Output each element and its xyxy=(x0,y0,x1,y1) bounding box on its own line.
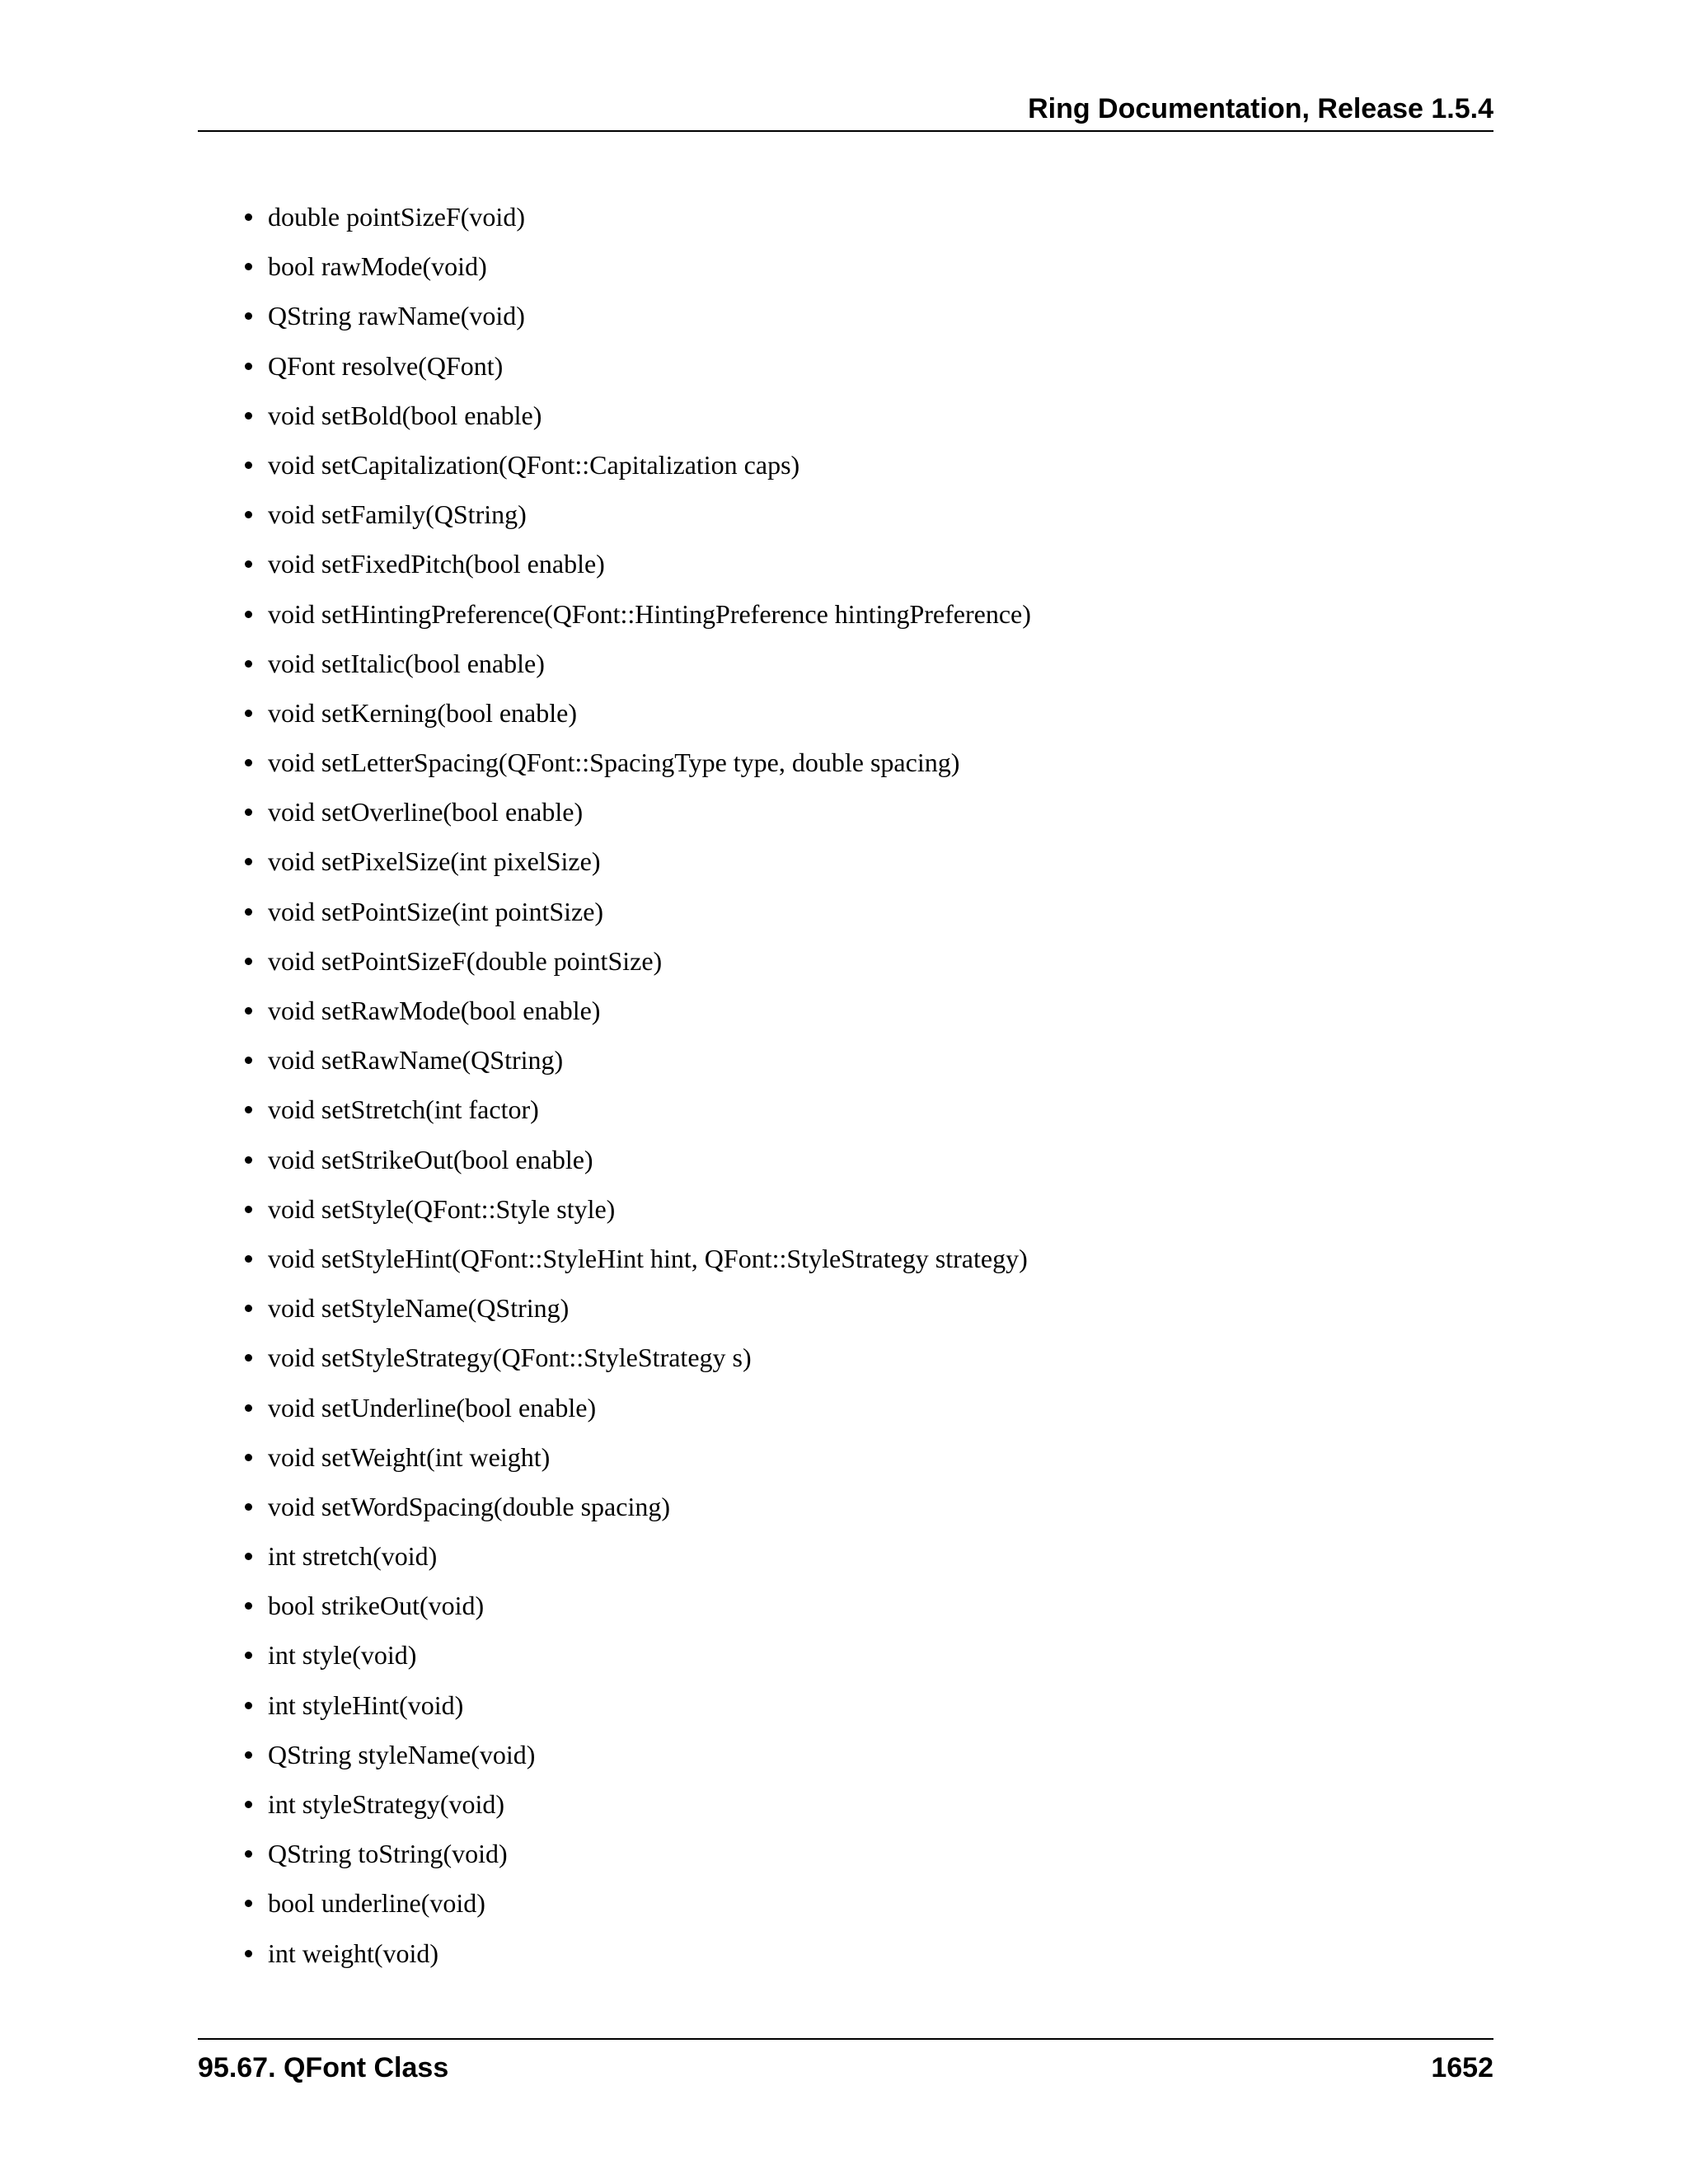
method-signature: int styleHint(void) xyxy=(268,1690,464,1720)
method-signature: QString rawName(void) xyxy=(268,301,525,331)
method-signature: void setWordSpacing(double spacing) xyxy=(268,1491,670,1521)
bullet-icon xyxy=(245,1007,252,1015)
list-item xyxy=(241,1734,1031,1783)
bullet-icon xyxy=(245,1702,252,1709)
bullet-icon xyxy=(245,908,252,916)
bullet-icon xyxy=(245,1404,252,1412)
list-item xyxy=(241,1089,1031,1138)
bullet-icon xyxy=(245,1652,252,1659)
bullet-icon xyxy=(245,1602,252,1610)
section-title: 95.67. QFont Class xyxy=(198,2052,449,2083)
method-signature: void setRawMode(bool enable) xyxy=(268,996,601,1025)
method-signature: int styleStrategy(void) xyxy=(268,1789,505,1819)
method-signature: void setCapitalization(QFont::Capitalization caps) xyxy=(268,449,800,480)
method-signature: void setPointSizeF(double pointSize) xyxy=(268,945,663,976)
method-signature: void setOverline(bool enable) xyxy=(268,797,584,827)
list-item xyxy=(241,1188,1031,1238)
bullet-icon xyxy=(245,1057,252,1064)
method-signature: void setBold(bool enable) xyxy=(268,400,542,430)
list-item xyxy=(241,841,1031,890)
bullet-icon xyxy=(245,808,252,816)
bullet-icon xyxy=(245,1454,252,1461)
list-item xyxy=(241,1387,1031,1436)
list-item xyxy=(241,1139,1031,1188)
list-item xyxy=(241,1685,1031,1734)
bullet-icon xyxy=(245,759,252,766)
list-item xyxy=(241,246,1031,295)
method-signature: void setStrikeOut(bool enable) xyxy=(268,1144,593,1174)
bullet-icon xyxy=(245,462,252,469)
list-item xyxy=(241,395,1031,444)
method-signature: QString styleName(void) xyxy=(268,1739,536,1769)
bullet-icon xyxy=(245,1950,252,1957)
list-item xyxy=(241,1436,1031,1486)
method-signature: void setHintingPreference(QFont::HintingPreference hintingPreference) xyxy=(268,598,1031,629)
list-item xyxy=(241,1486,1031,1535)
method-signature: QFont resolve(QFont) xyxy=(268,350,504,381)
method-signature: void setPointSize(int pointSize) xyxy=(268,896,604,926)
bullet-icon xyxy=(245,1503,252,1511)
bullet-icon xyxy=(245,1751,252,1759)
bullet-icon xyxy=(245,1354,252,1361)
bullet-icon xyxy=(245,511,252,518)
method-signature: bool rawMode(void) xyxy=(268,251,487,282)
bullet-icon xyxy=(245,611,252,618)
method-signature: void setUnderline(bool enable) xyxy=(268,1392,597,1422)
method-signature: void setStyleName(QString) xyxy=(268,1293,570,1324)
bullet-icon xyxy=(245,412,252,419)
bullet-icon xyxy=(245,1206,252,1213)
method-signature: void setLetterSpacing(QFont::SpacingType type, double spacing) xyxy=(268,748,960,778)
method-signature: void setStretch(int factor) xyxy=(268,1094,539,1125)
method-signature: void setRawName(QString) xyxy=(268,1045,564,1076)
method-signature: void setWeight(int weight) xyxy=(268,1441,551,1472)
document-title: Ring Documentation, Release 1.5.4 xyxy=(1028,93,1493,124)
method-signature: void setFixedPitch(bool enable) xyxy=(268,549,605,579)
method-signature: void setFamily(QString) xyxy=(268,499,527,530)
method-signature: bool strikeOut(void) xyxy=(268,1591,485,1621)
bullet-icon xyxy=(245,1305,252,1312)
bullet-icon xyxy=(245,1900,252,1907)
list-item xyxy=(241,791,1031,841)
method-signature: void setPixelSize(int pixelSize) xyxy=(268,846,601,877)
list-item xyxy=(241,940,1031,990)
method-list xyxy=(241,196,1031,1982)
list-item xyxy=(241,692,1031,742)
bullet-icon xyxy=(245,1106,252,1113)
list-item xyxy=(241,1238,1031,1287)
bullet-icon xyxy=(245,660,252,668)
list-item xyxy=(241,196,1031,246)
method-signature: int style(void) xyxy=(268,1640,417,1671)
list-item xyxy=(241,295,1031,344)
method-signature: void setStyleHint(QFont::StyleHint hint, QFont::StyleStrategy strategy) xyxy=(268,1243,1028,1273)
list-item xyxy=(241,891,1031,940)
list-item xyxy=(241,1039,1031,1089)
list-item xyxy=(241,1585,1031,1634)
bullet-icon xyxy=(245,858,252,865)
bullet-icon xyxy=(245,363,252,370)
list-item xyxy=(241,1933,1031,1982)
list-item xyxy=(241,643,1031,692)
list-item xyxy=(241,990,1031,1039)
list-item xyxy=(241,1337,1031,1386)
bullet-icon xyxy=(245,560,252,568)
bullet-icon xyxy=(245,1156,252,1164)
list-item xyxy=(241,1634,1031,1684)
list-item xyxy=(241,543,1031,593)
bullet-icon xyxy=(245,1553,252,1560)
bullet-icon xyxy=(245,1255,252,1263)
page-footer xyxy=(198,2038,1493,2089)
method-signature: void setStyle(QFont::Style style) xyxy=(268,1193,616,1224)
bullet-icon xyxy=(245,263,252,270)
method-signature: void setKerning(bool enable) xyxy=(268,697,577,728)
method-signature: bool underline(void) xyxy=(268,1888,485,1919)
page-number: 1652 xyxy=(1431,2052,1493,2083)
bullet-icon xyxy=(245,1850,252,1858)
list-item xyxy=(241,494,1031,543)
method-signature: double pointSizeF(void) xyxy=(268,202,525,232)
list-item xyxy=(241,742,1031,791)
list-item xyxy=(241,593,1031,643)
list-item xyxy=(241,1287,1031,1337)
bullet-icon xyxy=(245,312,252,320)
method-signature: void setStyleStrategy(QFont::StyleStrategy s) xyxy=(268,1343,752,1373)
bullet-icon xyxy=(245,958,252,965)
method-signature: int weight(void) xyxy=(268,1938,439,1968)
list-item xyxy=(241,345,1031,395)
list-item xyxy=(241,1783,1031,1833)
bullet-icon xyxy=(245,1801,252,1808)
list-item xyxy=(241,1833,1031,1882)
method-signature: QString toString(void) xyxy=(268,1839,508,1869)
method-signature: void setItalic(bool enable) xyxy=(268,648,545,678)
bullet-icon xyxy=(245,213,252,221)
bullet-icon xyxy=(245,710,252,717)
list-item xyxy=(241,1882,1031,1932)
page-header xyxy=(198,89,1493,132)
list-item xyxy=(241,444,1031,494)
list-item xyxy=(241,1535,1031,1585)
method-signature: int stretch(void) xyxy=(268,1541,438,1572)
